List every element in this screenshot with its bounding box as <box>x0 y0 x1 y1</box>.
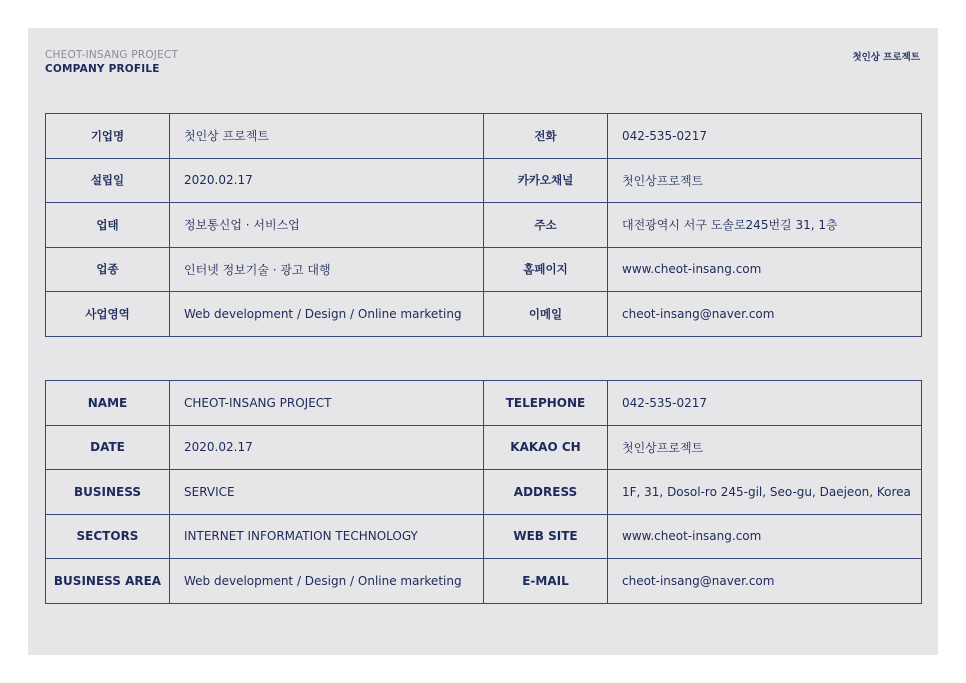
profile-sheet <box>28 28 938 655</box>
row-value: www.cheot-insang.com <box>608 247 922 292</box>
table-row <box>46 158 922 203</box>
row-value: 042-535-0217 <box>608 381 922 426</box>
header-block <box>45 48 178 76</box>
row-label: BUSINESS <box>46 470 170 515</box>
row-value: SERVICE <box>170 470 484 515</box>
row-label: WEB SITE <box>484 514 608 559</box>
row-value: 2020.02.17 <box>170 425 484 470</box>
table-row <box>46 514 922 559</box>
project-name-label: CHEOT-INSANG PROJECT <box>45 49 179 61</box>
row-value: www.cheot-insang.com <box>608 514 922 559</box>
row-label: 주소 <box>484 203 608 248</box>
row-value: Web development / Design / Online marketing <box>170 559 484 604</box>
table-row <box>46 114 922 159</box>
row-value: 첫인상 프로젝트 <box>170 114 484 159</box>
row-label: 업태 <box>46 203 170 248</box>
page-title: COMPANY PROFILE <box>45 63 160 75</box>
row-label: 홈페이지 <box>484 247 608 292</box>
table-row <box>46 470 922 515</box>
row-value: 인터넷 정보기술 · 광고 대행 <box>170 247 484 292</box>
row-label: TELEPHONE <box>484 381 608 426</box>
row-label: DATE <box>46 425 170 470</box>
row-value: 1F, 31, Dosol-ro 245-gil, Seo-gu, Daejeon, Korea <box>608 470 922 515</box>
row-label: KAKAO CH <box>484 425 608 470</box>
row-value: 대전광역시 서구 도솔로245번길 31, 1층 <box>608 203 922 248</box>
brand-name: 첫인상 프로젝트 <box>852 52 920 63</box>
row-value: CHEOT-INSANG PROJECT <box>170 381 484 426</box>
row-label: 기업명 <box>46 114 170 159</box>
row-label: SECTORS <box>46 514 170 559</box>
row-value: cheot-insang@naver.com <box>608 292 922 337</box>
row-value: 첫인상프로젝트 <box>608 425 922 470</box>
row-value: cheot-insang@naver.com <box>608 559 922 604</box>
row-label: 카카오채널 <box>484 158 608 203</box>
table-row <box>46 559 922 604</box>
korean-profile-table <box>45 113 922 337</box>
row-label: NAME <box>46 381 170 426</box>
row-label: 이메일 <box>484 292 608 337</box>
english-profile-table <box>45 380 922 604</box>
row-value: INTERNET INFORMATION TECHNOLOGY <box>170 514 484 559</box>
row-label: E-MAIL <box>484 559 608 604</box>
table-row <box>46 292 922 337</box>
row-label: 사업영역 <box>46 292 170 337</box>
table-row <box>46 425 922 470</box>
row-value: Web development / Design / Online marketing <box>170 292 484 337</box>
row-value: 2020.02.17 <box>170 158 484 203</box>
row-value: 첫인상프로젝트 <box>608 158 922 203</box>
row-label: ADDRESS <box>484 470 608 515</box>
row-value: 정보통신업 · 서비스업 <box>170 203 484 248</box>
table-row <box>46 381 922 426</box>
row-label: 전화 <box>484 114 608 159</box>
row-label: 업종 <box>46 247 170 292</box>
row-label: 설립일 <box>46 158 170 203</box>
row-value: 042-535-0217 <box>608 114 922 159</box>
table-row <box>46 247 922 292</box>
table-row <box>46 203 922 248</box>
row-label: BUSINESS AREA <box>46 559 170 604</box>
